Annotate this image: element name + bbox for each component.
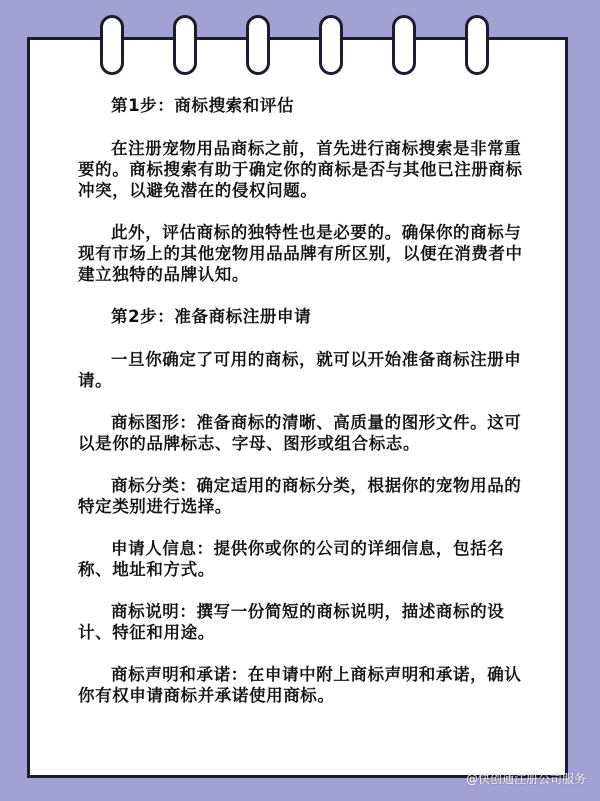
binder-ring-icon: [173, 15, 197, 75]
watermark-text: @快创通注册公司服务: [465, 772, 586, 786]
paragraph-trademark-search: 在注册宠物用品商标之前，首先进行商标搜索是非常重要的。商标搜索有助于确定你的商标是否与其他已注册商标冲突，以避免潜在的侵权问题。: [78, 139, 523, 200]
step-1-heading: 第1步：商标搜索和评估: [111, 96, 295, 115]
binder-ring-icon: [246, 15, 270, 75]
step-2-heading: 第2步：准备商标注册申请: [111, 307, 312, 326]
binder-ring-icon: [392, 15, 416, 75]
document-body: [78, 95, 536, 727]
paragraph-trademark-declaration: 商标声明和承诺：在申请中附上商标声明和承诺，确认你有权申请商标并承诺使用商标。: [78, 665, 522, 705]
paragraph-trademark-description: 商标说明：撰写一份简短的商标说明，描述商标的设计、特征和用途。: [78, 602, 505, 642]
paragraph-trademark-class: 商标分类：确定适用的商标分类，根据你的宠物用品的特定类别进行选择。: [78, 476, 522, 516]
paragraph-applicant-info: 申请人信息：提供你或你的公司的详细信息，包括名称、地址和方式。: [78, 539, 505, 579]
binder-ring-icon: [465, 15, 489, 75]
paragraph-prepare-application: 一旦你确定了可用的商标，就可以开始准备商标注册申请。: [78, 350, 522, 390]
paragraph-trademark-graphic: 商标图形：准备商标的清晰、高质量的图形文件。这可以是你的品牌标志、字母、图形或组合标志。: [78, 413, 522, 453]
paragraph-trademark-evaluation: 此外，评估商标的独特性也是必要的。确保你的商标与现有市场上的其他宠物用品品牌有所区别，以便在消费者中建立独特的品牌认知。: [78, 223, 523, 284]
binder-ring-icon: [100, 15, 124, 75]
binder-ring-icon: [319, 15, 343, 75]
